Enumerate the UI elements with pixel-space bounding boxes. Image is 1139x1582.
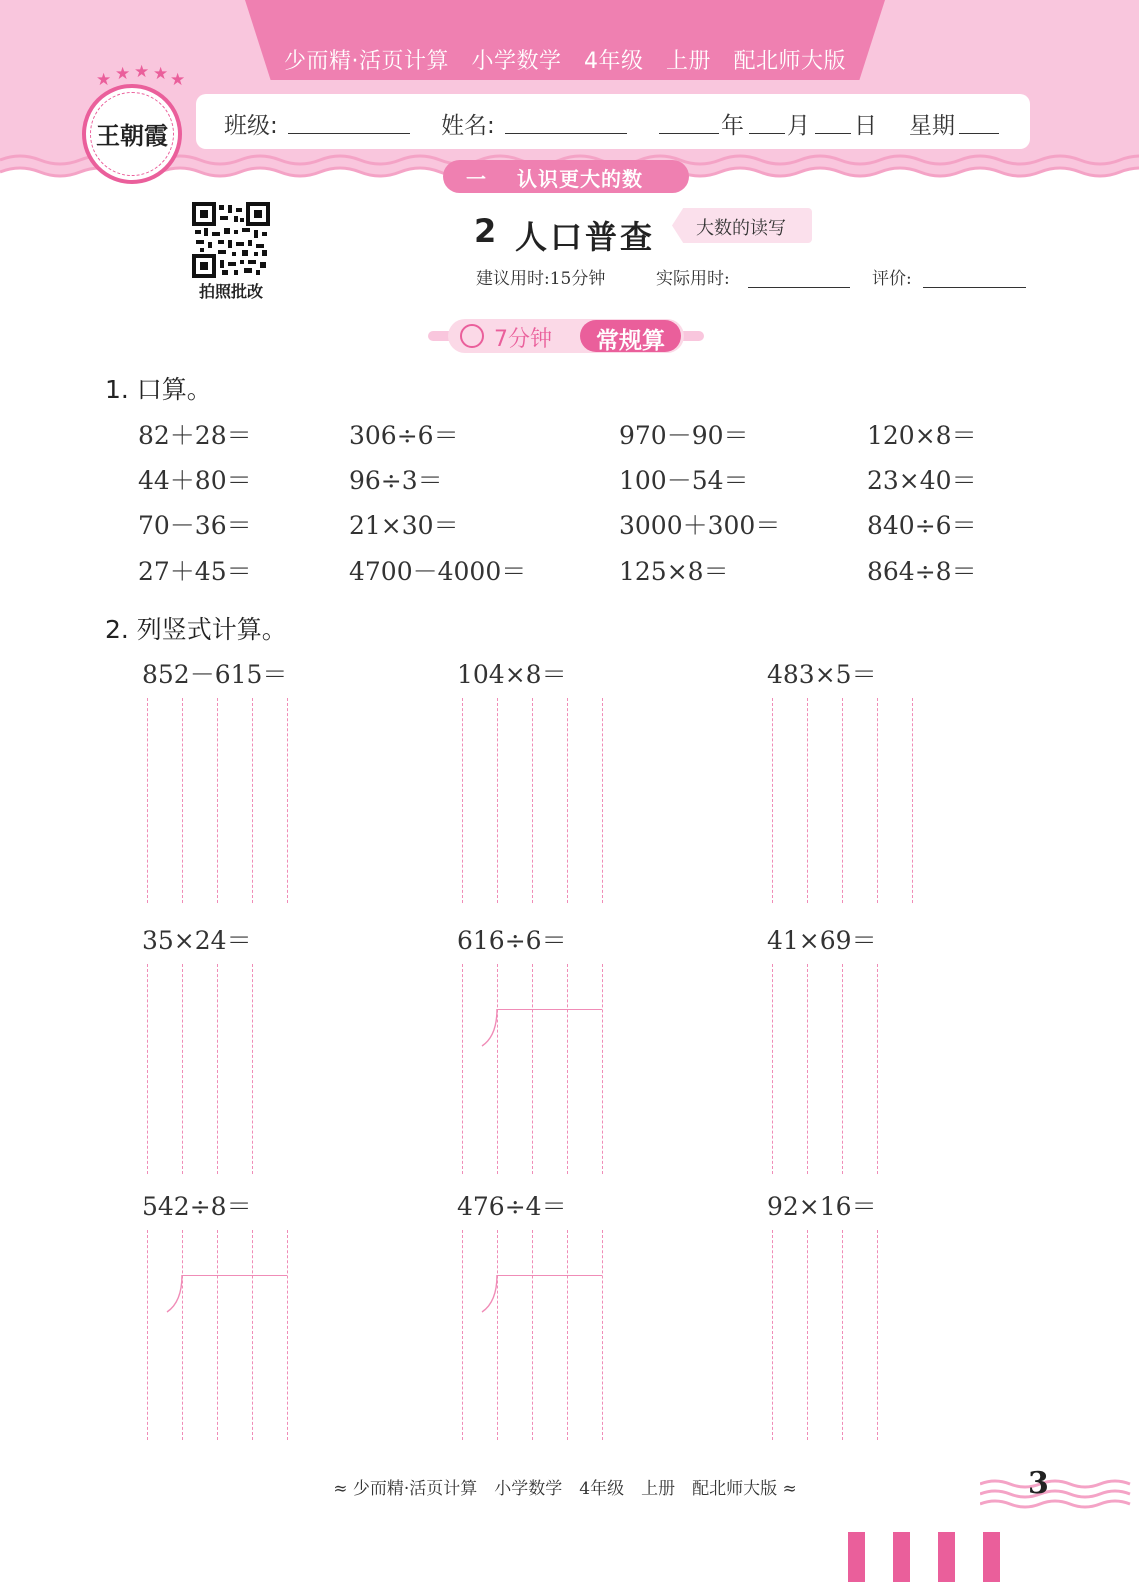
oral-problem: 306÷6＝: [349, 421, 459, 450]
guide-line: [877, 1230, 878, 1440]
vertical-problem: 41×69＝: [767, 926, 877, 955]
month-label: 月: [787, 113, 810, 139]
actual-time-field[interactable]: [748, 287, 850, 288]
work-area-row-1[interactable]: [0, 698, 1139, 903]
footer-text: ≈ 少而精·活页计算 小学数学 4年级 上册 配北师大版 ≈: [333, 1479, 797, 1499]
vertical-problem: 483×5＝: [767, 660, 877, 689]
day-field[interactable]: [815, 133, 851, 134]
guide-line: [182, 1230, 183, 1440]
division-bracket-curve: [480, 1274, 500, 1314]
oral-problem: 21×30＝: [349, 511, 459, 540]
footer-wave-icon: [980, 1476, 1139, 1512]
guide-line: [877, 964, 878, 1174]
vertical-problem: 476÷4＝: [457, 1192, 567, 1221]
stopwatch-icon: [460, 324, 484, 348]
vertical-problem: 92×16＝: [767, 1192, 877, 1221]
guide-line: [497, 698, 498, 903]
division-bracket-curve: [480, 1008, 500, 1048]
guide-line: [602, 964, 603, 1174]
month-field[interactable]: [749, 133, 785, 134]
evaluation-label: 评价:: [872, 269, 912, 289]
work-area-row-3[interactable]: [0, 1230, 1139, 1440]
guide-line: [877, 698, 878, 903]
timer-badge-text: 常规算: [596, 328, 665, 354]
star-icon: ★: [96, 70, 112, 90]
oral-problem: 3000＋300＝: [619, 511, 781, 540]
series-title: 少而精·活页计算 小学数学 4年级 上册 配北师大版: [284, 49, 846, 74]
division-bracket-top: [497, 1009, 602, 1010]
guide-line: [807, 1230, 808, 1440]
guide-line: [602, 1230, 603, 1440]
division-bracket-curve: [165, 1274, 185, 1314]
guide-line: [147, 964, 148, 1174]
guide-line: [532, 698, 533, 903]
guide-line: [532, 1230, 533, 1440]
star-icon: ★: [153, 64, 169, 84]
oral-problem: 125×8＝: [619, 557, 729, 586]
guide-line: [182, 964, 183, 1174]
oral-problem: 864÷8＝: [867, 557, 977, 586]
guide-line: [147, 1230, 148, 1440]
guide-line: [287, 698, 288, 903]
guide-line: [842, 698, 843, 903]
guide-line: [287, 1230, 288, 1440]
guide-line: [912, 698, 913, 903]
qr-label: 拍照批改: [198, 282, 263, 301]
guide-line: [567, 1230, 568, 1440]
decor-bar: [938, 1532, 955, 1582]
star-icon: ★: [115, 64, 131, 84]
section-1-title: 1. 口算。: [105, 375, 212, 404]
oral-problem: 100－54＝: [619, 466, 749, 495]
section-2-title: 2. 列竖式计算。: [105, 615, 287, 644]
decor-bar: [848, 1532, 865, 1582]
logo-text: 王朝霞: [96, 121, 168, 150]
vertical-problem: 852－615＝: [142, 660, 288, 689]
guide-line: [252, 1230, 253, 1440]
qr-code-icon[interactable]: [192, 202, 270, 278]
actual-time-label: 实际用时:: [656, 269, 730, 289]
guide-line: [772, 698, 773, 903]
division-bracket-top: [497, 1275, 602, 1276]
guide-line: [807, 964, 808, 1174]
oral-problem: 120×8＝: [867, 421, 977, 450]
name-field[interactable]: [505, 133, 627, 134]
guide-line: [807, 698, 808, 903]
guide-line: [602, 698, 603, 903]
guide-line: [217, 698, 218, 903]
guide-line: [772, 964, 773, 1174]
suggested-time: 建议用时:15分钟: [476, 269, 606, 289]
vertical-problem: 616÷6＝: [457, 926, 567, 955]
student-info-box: [196, 94, 1030, 149]
guide-line: [567, 964, 568, 1174]
oral-problem: 27＋45＝: [138, 557, 252, 586]
vertical-problem: 104×8＝: [457, 660, 567, 689]
lesson-number: 2: [474, 212, 497, 250]
guide-line: [842, 1230, 843, 1440]
oral-problem: 4700－4000＝: [349, 557, 527, 586]
name-label: 姓名:: [441, 113, 495, 139]
year-field[interactable]: [659, 133, 719, 134]
guide-line: [252, 964, 253, 1174]
vertical-problem: 35×24＝: [142, 926, 252, 955]
guide-line: [532, 964, 533, 1174]
year-label: 年: [721, 113, 744, 139]
oral-problem: 840÷6＝: [867, 511, 977, 540]
division-bracket-top: [182, 1275, 287, 1276]
oral-problem: 82＋28＝: [138, 421, 252, 450]
lesson-title: 人口普查: [515, 218, 656, 256]
lesson-tag-text: 大数的读写: [696, 218, 786, 239]
guide-line: [182, 698, 183, 903]
guide-line: [252, 698, 253, 903]
star-icon: ★: [170, 70, 186, 90]
guide-line: [462, 1230, 463, 1440]
star-icon: ★: [134, 62, 150, 82]
vertical-problem: 542÷8＝: [142, 1192, 252, 1221]
decor-bar: [893, 1532, 910, 1582]
guide-line: [462, 698, 463, 903]
guide-line: [217, 1230, 218, 1440]
guide-line: [842, 964, 843, 1174]
work-area-row-2[interactable]: [0, 964, 1139, 1174]
guide-line: [462, 964, 463, 1174]
guide-line: [497, 1230, 498, 1440]
weekday-label: 星期: [909, 113, 955, 139]
timer-text: 7分钟: [494, 327, 552, 352]
guide-line: [217, 964, 218, 1174]
oral-problem: 96÷3＝: [349, 466, 443, 495]
oral-problem: 70－36＝: [138, 511, 252, 540]
page-number: 3: [1028, 1466, 1049, 1501]
oral-problem: 23×40＝: [867, 466, 977, 495]
guide-line: [772, 1230, 773, 1440]
class-field[interactable]: [288, 133, 410, 134]
weekday-field[interactable]: [959, 133, 999, 134]
evaluation-field[interactable]: [923, 287, 1026, 288]
class-label: 班级:: [224, 113, 278, 139]
guide-line: [497, 964, 498, 1174]
guide-line: [147, 698, 148, 903]
day-label: 日: [854, 113, 877, 139]
guide-line: [567, 698, 568, 903]
oral-problem: 44＋80＝: [138, 466, 252, 495]
decor-bar: [983, 1532, 1000, 1582]
oral-problem: 970－90＝: [619, 421, 749, 450]
unit-title: 认识更大的数: [517, 167, 643, 191]
unit-number: 一: [466, 167, 486, 191]
